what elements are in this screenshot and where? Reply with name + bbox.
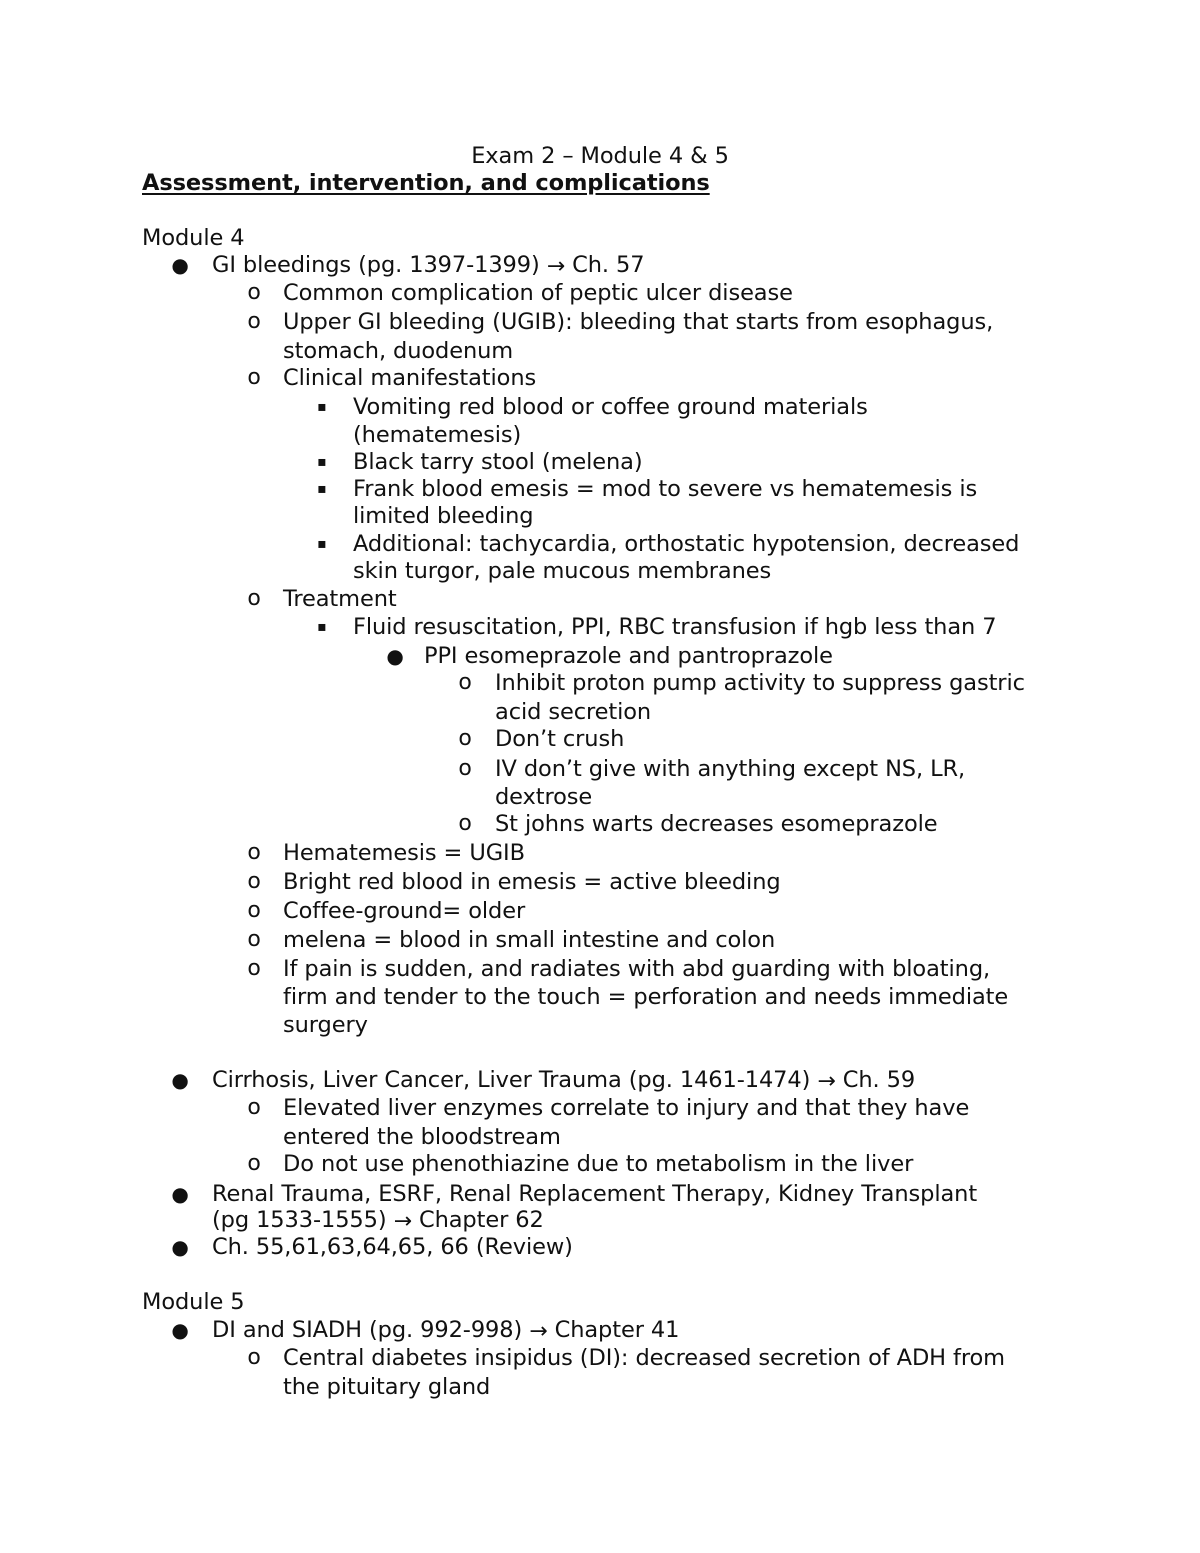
gi-pain-line-2: firm and tender to the touch = perforation and needs immediate — [283, 984, 1009, 1010]
module-5-heading: Module 5 — [142, 1289, 245, 1315]
tx-fluid-item: Fluid resuscitation, PPI, RBC transfusion if hgb less than 7 — [353, 614, 997, 640]
bullet-circle-icon: o — [458, 811, 472, 836]
ppi-iv-line-2: dextrose — [495, 784, 593, 810]
bullet-circle-icon: o — [247, 280, 261, 305]
right-arrow-icon: → — [393, 1209, 412, 1234]
di-siadh-label: DI and SIADH (pg. 992-998) — [212, 1317, 530, 1343]
gi-ugib-item-line-2: stomach, duodenum — [283, 338, 514, 364]
cm-additional-line-1: Additional: tachycardia, orthostatic hypotension, decreased — [353, 531, 1020, 557]
gi-melena-item: melena = blood in small intestine and colon — [283, 927, 776, 953]
ppi-inhibit-line-1: Inhibit proton pump activity to suppress gastric — [495, 670, 1025, 696]
renal-pages: (pg 1533-1555) — [212, 1207, 394, 1233]
bullet-circle-icon: o — [458, 670, 472, 695]
renal-item-line-1: Renal Trauma, ESRF, Renal Replacement Therapy, Kidney Transplant — [212, 1181, 978, 1207]
bullet-disc-icon: ● — [171, 1182, 189, 1206]
ppi-crush-item: Don’t crush — [495, 726, 625, 752]
bullet-circle-icon: o — [247, 1151, 261, 1176]
gi-coffee-item: Coffee-ground= older — [283, 898, 526, 924]
bullet-circle-icon: o — [247, 840, 261, 865]
cirrhosis-pheno-item: Do not use phenothiazine due to metabolism in the liver — [283, 1151, 914, 1177]
bullet-circle-icon: o — [247, 365, 261, 390]
document-subtitle: Assessment, intervention, and complications — [142, 170, 710, 196]
cm-frank-line-1: Frank blood emesis = mod to severe vs hematemesis is — [353, 476, 978, 502]
bullet-square-icon: ▪ — [317, 536, 327, 552]
cm-vomiting-line-1: Vomiting red blood or coffee ground materials — [353, 394, 868, 420]
cirrhosis-enzymes-line-2: entered the bloodstream — [283, 1124, 561, 1150]
bullet-square-icon: ▪ — [317, 481, 327, 497]
module-4-heading: Module 4 — [142, 225, 245, 251]
cirrhosis-item — [212, 1066, 915, 1095]
ppi-iv-line-1: IV don’t give with anything except NS, LR, — [495, 756, 966, 782]
bullet-disc-icon: ● — [386, 644, 404, 668]
gi-bright-red-item: Bright red blood in emesis = active bleeding — [283, 869, 781, 895]
bullet-square-icon: ▪ — [317, 619, 327, 635]
bullet-disc-icon: ● — [171, 1068, 189, 1092]
gi-pain-line-3: surgery — [283, 1012, 368, 1038]
bullet-square-icon: ▪ — [317, 399, 327, 415]
gi-bleedings-item — [212, 251, 644, 280]
cm-additional-line-2: skin turgor, pale mucous membranes — [353, 558, 772, 584]
bullet-disc-icon: ● — [171, 253, 189, 277]
right-arrow-icon: → — [529, 1319, 548, 1344]
renal-chapter: Chapter 62 — [411, 1207, 544, 1233]
ppi-stjohns-item: St johns warts decreases esomeprazole — [495, 811, 938, 837]
di-siadh-item — [212, 1316, 679, 1345]
right-arrow-icon: → — [817, 1069, 836, 1094]
bullet-circle-icon: o — [458, 756, 472, 781]
document-title: Exam 2 – Module 4 & 5 — [471, 143, 729, 169]
cirrhosis-enzymes-line-1: Elevated liver enzymes correlate to injury and that they have — [283, 1095, 970, 1121]
cm-frank-line-2: limited bleeding — [353, 503, 534, 529]
di-siadh-chapter: Chapter 41 — [547, 1317, 680, 1343]
bullet-circle-icon: o — [247, 309, 261, 334]
ppi-inhibit-line-2: acid secretion — [495, 699, 652, 725]
bullet-circle-icon: o — [247, 869, 261, 894]
di-central-line-1: Central diabetes insipidus (DI): decreased secretion of ADH from — [283, 1345, 1006, 1371]
cirrhosis-label: Cirrhosis, Liver Cancer, Liver Trauma (pg. 1461-1474) — [212, 1067, 818, 1093]
bullet-circle-icon: o — [458, 726, 472, 751]
bullet-circle-icon: o — [247, 586, 261, 611]
tx-ppi-item: PPI esomeprazole and pantroprazole — [424, 643, 833, 669]
gi-pain-line-1: If pain is sudden, and radiates with abd guarding with bloating, — [283, 956, 991, 982]
cm-stool-item: Black tarry stool (melena) — [353, 449, 643, 475]
gi-bleedings-label: GI bleedings (pg. 1397-1399) — [212, 252, 547, 278]
bullet-circle-icon: o — [247, 1095, 261, 1120]
bullet-square-icon: ▪ — [317, 454, 327, 470]
bullet-disc-icon: ● — [171, 1235, 189, 1259]
renal-item-line-2 — [212, 1206, 544, 1235]
bullet-circle-icon: o — [247, 898, 261, 923]
gi-complication-item: Common complication of peptic ulcer disease — [283, 280, 793, 306]
bullet-circle-icon: o — [247, 927, 261, 952]
gi-ugib-item-line-1: Upper GI bleeding (UGIB): bleeding that starts from esophagus, — [283, 309, 994, 335]
right-arrow-icon: → — [546, 254, 566, 279]
review-item: Ch. 55,61,63,64,65, 66 (Review) — [212, 1234, 573, 1260]
bullet-circle-icon: o — [247, 1345, 261, 1370]
gi-hematemesis-item: Hematemesis = UGIB — [283, 840, 525, 866]
bullet-circle-icon: o — [247, 956, 261, 981]
gi-treatment-item: Treatment — [283, 586, 397, 612]
bullet-disc-icon: ● — [171, 1318, 189, 1342]
gi-bleedings-chapter: Ch. 57 — [565, 252, 645, 278]
di-central-line-2: the pituitary gland — [283, 1374, 491, 1400]
gi-clinical-item: Clinical manifestations — [283, 365, 537, 391]
cm-vomiting-line-2: (hematemesis) — [353, 422, 522, 448]
cirrhosis-chapter: Ch. 59 — [835, 1067, 916, 1093]
